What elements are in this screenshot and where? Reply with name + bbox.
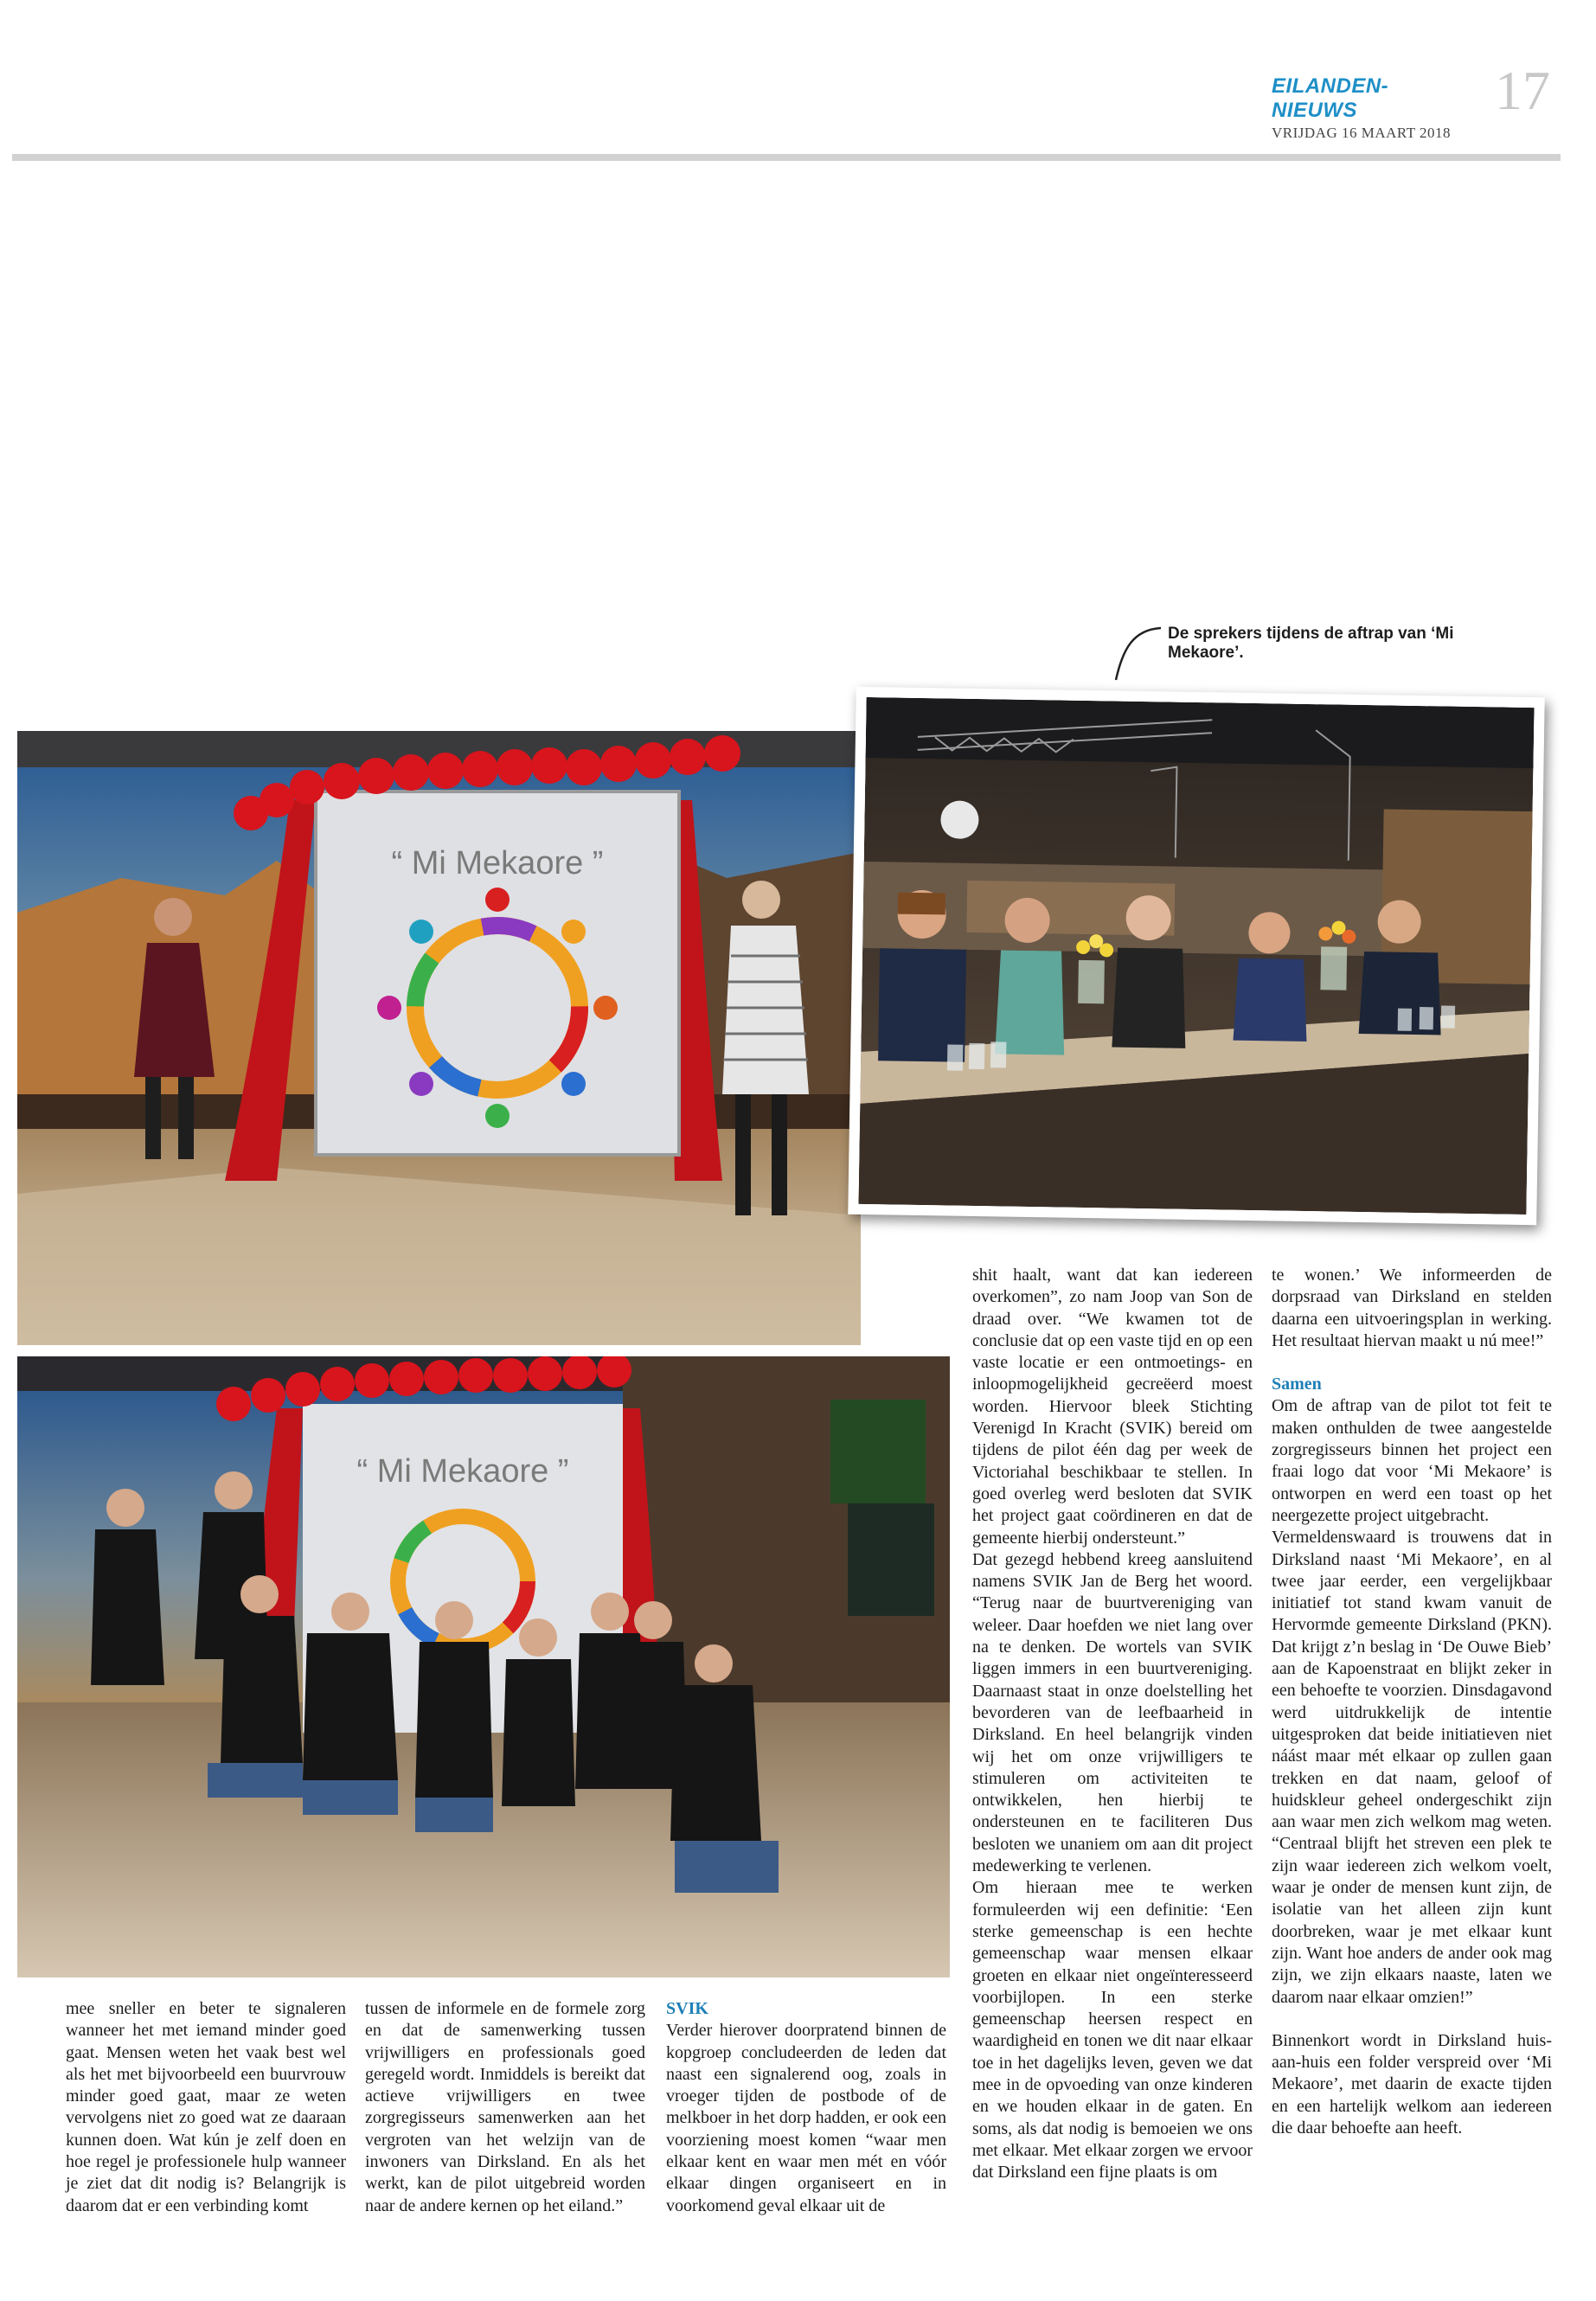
column-5-text-b: Om de aftrap van de pilot tot feit te maken onthulden de twee aangestelde zorgregisseurs binnen het project een fraai logo dat voor ‘Mi Mekaore’ is ontworpen en werd een toast op het neergezette project uitgebracht. — [1272, 1396, 1552, 1525]
column-3-text: Verder hierover doorpratend binnen de kopgroep concludeerden de leden dat naast een signalerend oog, zoals in vroeger tijden de postbode of de melkboer in het dorp hadden, er ook een voorziening moest komen “waar men elkaar kent en waar men mét en vóór elkaar dingen organiseert en in voorkomend geval elkaar uit de — [666, 2021, 946, 2215]
article-column-5 — [1272, 1265, 1552, 2139]
article-column-3 — [666, 1998, 946, 2217]
column-5-text-c: Vermeldenswaard is trouwens dat in Dirksland naast ‘Mi Mekaore’, en al twee jaar eerder, een vergelijkbaar initiatief tot stand kwam vanuit de Hervormde gemeente Dirksland (PKN). Dat krijgt z’n beslag in ‘De Ouwe Bieb’ aan de Kapoenstraat en blijkt zeker in een behoefte te voorzien. Dinsdagavond werd uitdrukkelijk de intentie uitgesproken dat beide initiatieven niet náást maar mét elkaar op zullen gaan trekken en dat naam, geloof of huidskleur geheel ondergeschikt zijn aan waar men zich welkom mag weten. “Centraal blijft het streven een plek te zijn waar iedereen zich welkom voelt, waar je onder de mensen kunt zijn, de isolatie van het alleen zijn kunt doorbreken, waar je met elkaar kunt zijn. Want hoe anders de ander ook mag zijn, we zijn elkaars naaste, laten we daarom naar elkaar omzien!” — [1272, 1528, 1552, 2007]
column-1-text: mee sneller en beter te signaleren wanneer het met iemand minder goed gaat. Mensen weten het vaak best wel als het met bijvoorbeeld een buurvrouw minder goed gaat, maar ze weten vervolgens niet zo goed wat ze daaraan kunnen doen. Wat kún je zelf doen en hoe regel je professionele hulp wanneer je ziet dat dit nodig is? Belangrijk is daarom dat er een verbinding komt — [66, 1999, 346, 2215]
article-column-2 — [365, 1998, 645, 2217]
subheading-samen: Samen — [1272, 1375, 1322, 1394]
photo-unveiling — [17, 731, 861, 1345]
column-4-text-b: Dat gezegd hebbend kreeg aansluitend namens SVIK Jan de Berg het woord. “Terug naar de buurtvereniging van weleer. Daar hoefden we niet lang over na te denken. De wortels van SVIK liggen immers in een buurtvereniging. Daarnaast staat in onze doelstelling het bevorderen van de leefbaarheid in Dirksland. En heel belangrijk vinden wij het om onze vrijwilligers te stimuleren om activiteiten te ontwikkelen, hen hierbij te ondersteunen en te faciliteren Dus besloten we unaniem om aan dit project medewerking te verlenen. — [972, 1549, 1253, 1876]
caption-pointer — [1107, 623, 1168, 685]
photo-caption: De sprekers tijdens de aftrap van ‘Mi Mekaore’. — [1168, 625, 1454, 662]
subheading-svik: SVIK — [666, 1999, 708, 2018]
column-2-text: tussen de informele en de formele zorg en dat de samenwerking tussen vrijwilligers en professionals goed geregeld wordt. Inmiddels is bereikt dat actieve vrijwilligers en twee zorgregisseurs samenwerken aan het vergroten van het welzijn van de inwoners van Dirksland. En als het werkt, kan de pilot uitgebreid worden naar de andere kernen op het eiland.” — [365, 1999, 645, 2215]
unveiling-banner-text: “ Mi Mekaore ” — [391, 845, 604, 881]
photo-speakers — [858, 697, 1534, 1215]
publication-name: EILANDEN-NIEUWS — [1272, 74, 1389, 122]
article-column-1 — [66, 1998, 346, 2217]
article-column-4 — [972, 1265, 1253, 2183]
page-number: 17 — [1495, 60, 1550, 121]
publication-date: VRIJDAG 16 MAART 2018 — [1272, 125, 1452, 141]
column-4-text-a: shit haalt, want dat kan iedereen overkomen”, zo nam Joop van Son de draad over. “We kwamen tot de conclusie dat op een vaste tijd en op een vaste locatie er een ontmoetings- en inloopmogelijkheid gecreëerd moest worden. Hiervoor bleek Stichting Verenigd In Kracht (SVIK) bereid om tijdens de pilot één dag per week de Victoriahal beschikbaar te stellen. In goed overleg werd besloten dat SVIK het project gaat coördineren en dat de gemeente hierbij ondersteunt.” — [972, 1266, 1253, 1548]
column-5-text-d: Binnenkort wordt in Dirksland huis-aan-huis een folder verspreid over ‘Mi Mekaore’, met daarin de exacte tijden en een hartelijk welkom aan iedereen die daar behoefte aan heeft. — [1272, 2030, 1552, 2138]
group-banner-text: “ Mi Mekaore ” — [356, 1453, 569, 1490]
photo-speakers-frame — [848, 687, 1544, 1225]
photo-group — [17, 1356, 950, 1977]
top-divider — [12, 154, 1561, 161]
column-5-text-a: te wonen.’ We informeerden de dorpsraad van Dirksland en stelden daarna een uitvoeringsplan in werking. Het resultaat hiervan maakt u nú mee!” — [1272, 1266, 1552, 1350]
column-4-text-c: Om hieraan mee te werken formuleerden wij een definitie: ‘Een sterke gemeenschap is een hechte gemeenschap waar mensen elkaar groeten en elkaar niet ongeïnteresseerd voorbijlopen. In een sterke gemeenschap heersen respect en waardigheid en tonen we dit naar elkaar toe in het dagelijks leven, geven we dat mee in de opvoeding van onze kinderen en we houden elkaar in de gaten. En soms, als dat nodig is bemoeien we ons met elkaar. Met elkaar zorgen we ervoor dat Dirksland een fijne plaats is om — [972, 1878, 1253, 2182]
masthead — [1272, 74, 1464, 142]
